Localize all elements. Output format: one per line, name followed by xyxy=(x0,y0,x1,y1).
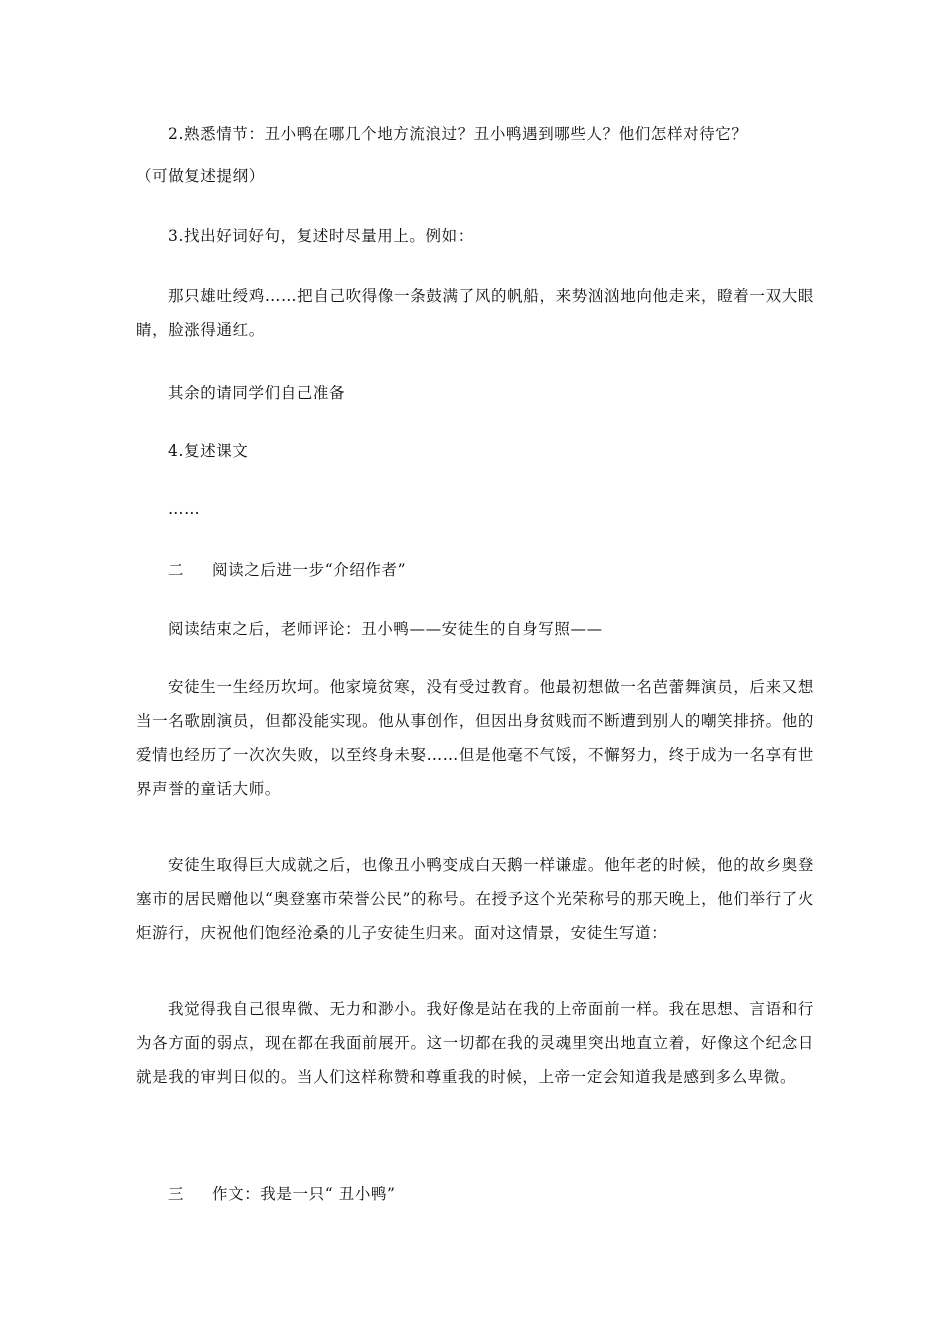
section-2-title: 阅读之后进一步“介绍作者” xyxy=(212,561,407,579)
section-2-heading xyxy=(168,553,406,587)
section-3-heading xyxy=(168,1177,396,1211)
section-2-number: 二 xyxy=(168,561,185,579)
andersen-quote: 我觉得我自己很卑微、无力和渺小。我好像是站在我的上帝面前一样。我在思想、言语和行为各方面的弱点，现在都在我面前展开。这一切都在我的灵魂里突出地直立着，好像这个纪念日就是我的审判日似的。当人们这样称赞和尊重我的时候，上帝一定会知道我是感到多么卑微。 xyxy=(136,1000,814,1086)
teacher-comment: 阅读结束之后，老师评论：丑小鸭——安徒生的自身写照—— xyxy=(168,620,603,638)
question-3: 3.找出好词好句，复述时尽量用上。例如： xyxy=(168,227,474,245)
question-2-line-1: 2.熟悉情节：丑小鸭在哪几个地方流浪过？丑小鸭遇到哪些人？他们怎样对待它？ xyxy=(168,125,748,143)
paragraph-andersen-honor: 安徒生取得巨大成就之后，也像丑小鸭变成白天鹅一样谦虚。他年老的时候，他的故乡奥登塞市的居民赠他以“奥登塞市荣誉公民”的称号。在授予这个光荣称号的那天晚上，他们举行了火炬游行，庆祝他们饱经沧桑的儿子安徒生归来。面对这情景，安徒生写道： xyxy=(136,856,814,942)
paragraph-andersen-life: 安徒生一生经历坎坷。他家境贫寒，没有受过教育。他最初想做一名芭蕾舞演员，后来又想当一名歌剧演员，但都没能实现。他从事创作，但因出身贫贱而不断遭到别人的嘲笑排挤。他的爱情也经历了一次次失败，以至终身未娶……但是他毫不气馁，不懈努力，终于成为一名享有世界声誉的童话大师。 xyxy=(136,678,814,798)
rest-note: 其余的请同学们自己准备 xyxy=(168,384,346,402)
example-sentence: 那只雄吐绶鸡……把自己吹得像一条鼓满了风的帆船，来势汹汹地向他走来，瞪着一双大眼睛，脸涨得通红。 xyxy=(136,287,814,339)
ellipsis: …… xyxy=(168,500,201,518)
question-4: 4.复述课文 xyxy=(168,442,249,460)
section-3-title: 作文：我是一只“ 丑小鸭” xyxy=(212,1185,396,1203)
section-3-number: 三 xyxy=(168,1185,185,1203)
question-2-line-2: （可做复述提纲） xyxy=(136,167,265,185)
